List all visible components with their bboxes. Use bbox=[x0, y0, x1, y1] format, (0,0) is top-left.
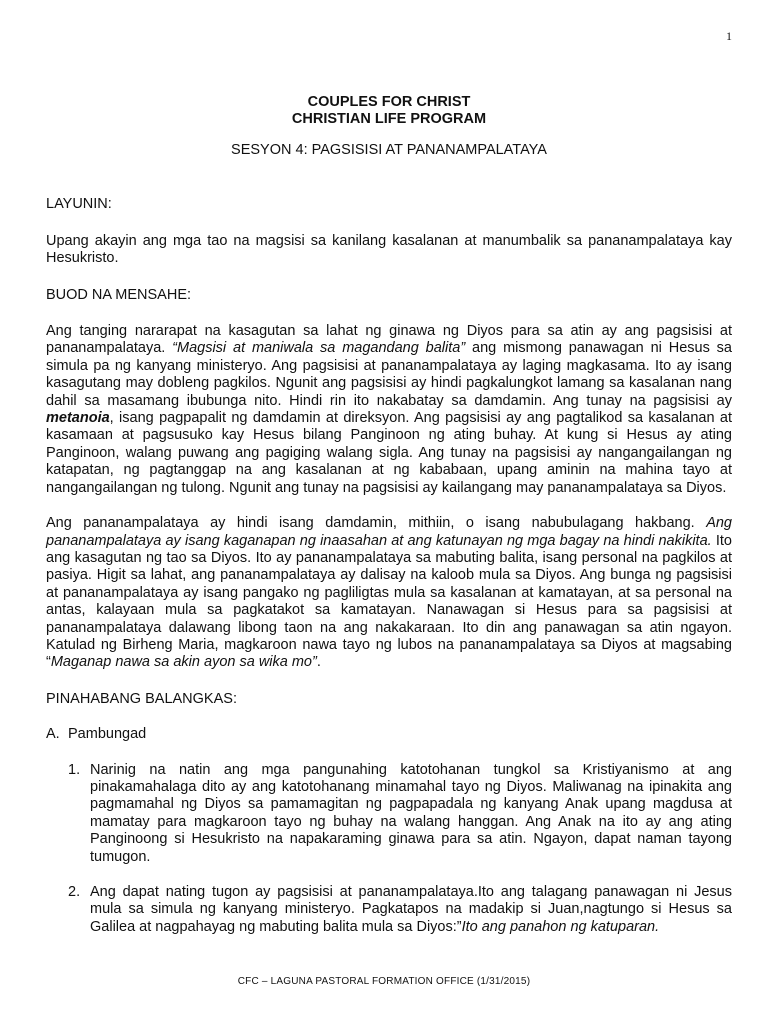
section-a-heading bbox=[46, 726, 732, 743]
list-item-number: 1. bbox=[68, 761, 81, 778]
document-body bbox=[46, 94, 732, 954]
summary-p2-text-b: Ito ang kasagutan ng tao sa Diyos. Ito ay pananampalataya sa mabuting balita, isang personal na pagkilos at pasiya. Higit sa lahat, ang pananampalataya ay dalisay na kaloob mula sa Diyos. Ang bunga ng pagsisisi at pananampalataya ay isang pangako ng pagliligtas mula sa kasalanan at kamatayan, at sa personal na antas, kalayaan mula sa pagkatakot sa kamatayan. Nanawagan si Hesus para sa pagsisisi at pananampalataya dalawang libong taon na ang nakakaraan. Ito din ang panawagan sa atin ngayon. Katulad ng Birheng Maria, magkaroon nawa tayo ng lubos na pananampalataya sa Diyos at magsabing “ bbox=[46, 532, 732, 671]
section-letter: A. bbox=[46, 726, 60, 743]
program-title: CHRISTIAN LIFE PROGRAM bbox=[291, 111, 487, 127]
summary-p1-text-c: , isang pagpapalit ng damdamin at direksyon. Ang pagsisisi ay ang pagtalikod sa kasalanan at kasamaan at pagsusuko kay Hesus bilang Panginoon ng ating buhay. At kung si Hesus ay ating Panginoon, walang puwang ang pagiging walang sigla. Ang tunay na pagsisisi ay nangangailangan ng katapatan, ng pagtanggap na ang kasalanan at ng kababaan, upang aminin na mahina tayo at nangangailangan ng tulong. Ngunit ang tunay na pagsisisi ay kailangang may pananampalataya sa Diyos. bbox=[46, 410, 732, 496]
list-item-number: 2. bbox=[68, 884, 81, 900]
list-item-text-a: Ang dapat nating tugon ay pagsisisi at pananampalataya.Ito ang talagang panawagan ni Jesus mula sa simula ng kanyang ministeryo. Pagkatapos na madakip si Juan,nagtungo si Hesus sa Galilea at nagpahayag ng mabuting balita mula sa Diyos:” bbox=[90, 884, 732, 935]
section-title: Pambungad bbox=[68, 726, 147, 743]
list-item bbox=[68, 762, 732, 866]
objective-text: Upang akayin ang mga tao na magsisi sa kanilang kasalanan at manumbalik sa pananampalataya kay Hesukristo. bbox=[46, 232, 732, 267]
page-footer: CFC – LAGUNA PASTORAL FORMATION OFFICE (1/31/2015) bbox=[237, 976, 531, 987]
page-number: 1 bbox=[726, 29, 732, 43]
summary-p1-quote: “Magsisi at maniwala sa magandang balita” bbox=[172, 340, 466, 357]
summary-p2-end: . bbox=[316, 654, 321, 671]
list-item-italic: Ito ang panahon ng katuparan. bbox=[461, 918, 660, 935]
list-item bbox=[68, 884, 732, 936]
summary-p2-quote: Maganap nawa sa akin ayon sa wika mo” bbox=[50, 654, 317, 671]
summary-p1-text-b: ang mismong panawagan ni Hesus sa simula pa ng kanyang ministeryo. Ang pagsisisi at pananampalataya ay laging magkasama. Ito ay isang kasagutang may dobleng pagkilos. Ngunit ang pagsisisi ay hindi pagkalungkot lamang sa kasalanan nang dahil sa masamang ibubunga nito. Hindi rin ito nakabatay sa damdamin. Ang tunay na pagsisisi ay bbox=[46, 340, 732, 409]
summary-paragraph-2 bbox=[46, 515, 732, 672]
summary-p1-text-a: Ang tanging nararapat na kasagutan sa lahat ng ginawa ng Diyos para sa atin ay ang pagsisisi at pananampalataya. bbox=[46, 323, 732, 357]
org-title: COUPLES FOR CHRIST bbox=[307, 94, 471, 110]
summary-paragraph-1 bbox=[46, 323, 732, 497]
session-title: SESYON 4: PAGSISISI AT PANANAMPALATAYA bbox=[231, 142, 547, 158]
objective-heading: LAYUNIN: bbox=[46, 196, 112, 213]
outline-list bbox=[68, 762, 732, 937]
summary-p1-term: metanoia bbox=[46, 410, 110, 427]
summary-heading: BUOD NA MENSAHE: bbox=[46, 286, 192, 303]
list-item-text bbox=[90, 884, 732, 936]
list-item-text: Narinig na natin ang mga pangunahing katotohanan tungkol sa Kristiyanismo at ang pinakamahalaga dito ay ang katotohanang minamahal tayo ng Diyos. Maliwanag na ipinakita ang pagmamahal ng Diyos sa pamamagitan ng pagpapadala ng kanyang Anak upang magdusa at mamatay para magkaroon tayo ng buhay na walang hanggan. Ang Anak na ito ay ang ating Panginoong si Hesukristo na napakaraming ginawa para sa atin. Ngayon, dapat naman tayong tumugon. bbox=[90, 761, 732, 865]
summary-p2-italic: Ang pananampalataya ay isang kaganapan ng inaasahan at ang katunayan ng mga bagay na hindi nakikita. bbox=[46, 515, 732, 549]
outline-heading: PINAHABANG BALANGKAS: bbox=[46, 690, 237, 707]
summary-p2-text-a: Ang pananampalataya ay hindi isang damdamin, mithiin, o isang nabubulagang hakbang. bbox=[46, 515, 707, 532]
